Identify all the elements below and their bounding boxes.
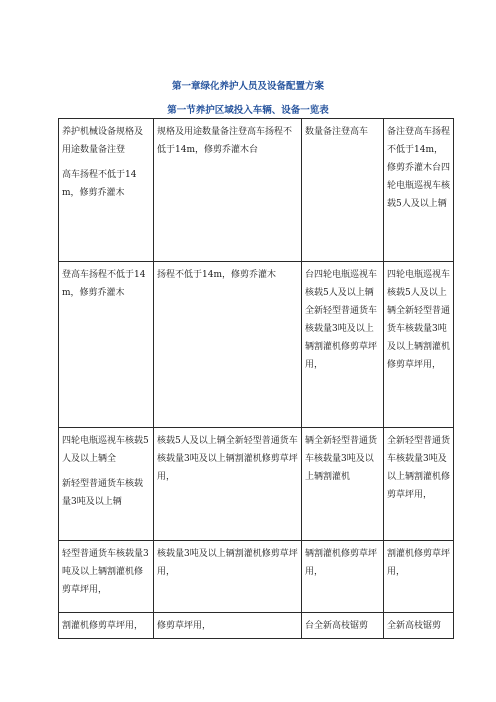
- table-cell: [154, 613, 302, 639]
- table-row: [59, 541, 454, 613]
- cell-text: 数量备注登高车: [305, 127, 369, 137]
- table-cell: [59, 428, 154, 541]
- table-cell: [384, 262, 454, 428]
- table-cell: [302, 428, 384, 541]
- section-title: 第一节养护区域投入车辆、设备一览表: [167, 105, 329, 116]
- cell-text: 辆割灌机修剪草坪用，: [305, 549, 378, 577]
- cell-text: 备注登高车扬程不低于14m，修剪乔灌木台四轮电瓶巡视车核载5人及以上辆: [387, 127, 451, 209]
- table-cell: [59, 262, 154, 428]
- cell-text: 规格及用途数量备注登高车扬程不低于14m，修剪乔灌木台: [157, 127, 293, 155]
- table-cell: [302, 613, 384, 639]
- cell-text: 全新轻型普通货车核载量3吨及以上辆割灌机修剪草坪用，: [387, 436, 451, 500]
- cell-text: 登高车扬程不低于14m，修剪乔灌木: [62, 270, 146, 298]
- cell-text: 台四轮电瓶巡视车核载5人及以上辆全新轻型普通货车核载量3吨及以上辆割灌机修剪草坪用，: [305, 270, 378, 370]
- cell-text: 全新高枝锯剪: [387, 621, 442, 631]
- table-cell: [59, 613, 154, 639]
- table-cell: [59, 119, 154, 262]
- cell-text: 割灌机修剪草坪用，: [62, 621, 144, 631]
- table-row: [59, 428, 454, 541]
- table-cell: [154, 119, 302, 262]
- cell-text: 辆全新轻型普通货车核载量3吨及以上辆割灌机: [305, 436, 378, 482]
- cell-text: 高车扬程不低于14m，修剪乔灌木: [62, 170, 137, 198]
- cell-text: 台全新高枝锯剪: [305, 621, 369, 631]
- table-row: [59, 613, 454, 639]
- table-cell: [154, 262, 302, 428]
- cell-text: 核载5人及以上辆全新轻型普通货车核载量3吨及以上辆割灌机修剪草坪用，: [157, 436, 298, 482]
- cell-text: 新轻型普通货车核载量3吨及以上辆: [62, 479, 144, 507]
- table-cell: [384, 541, 454, 613]
- table-cell: [384, 119, 454, 262]
- table-row: [59, 262, 454, 428]
- cell-text: 扬程不低于14m，修剪乔灌木: [157, 270, 276, 280]
- cell-text: 割灌机修剪草坪用，: [387, 549, 451, 577]
- cell-text: 四轮电瓶巡视车核载5人及以上辆全新轻型普通货车核载量3吨及以上辆割灌机修剪草坪用，: [387, 270, 451, 370]
- cell-text: 核载量3吨及以上辆割灌机修剪草坪用，: [157, 549, 298, 577]
- table-row: [59, 119, 454, 262]
- table-cell: [154, 428, 302, 541]
- cell-text: 四轮电瓶巡视车核载5人及以上辆全: [62, 436, 149, 464]
- table-cell: [302, 262, 384, 428]
- cell-text: 养护机械设备规格及用途数量备注登: [62, 127, 144, 155]
- cell-text: 修剪草坪用，: [157, 621, 212, 631]
- table-cell: [302, 541, 384, 613]
- equipment-table: [58, 118, 454, 639]
- table-cell: [154, 541, 302, 613]
- cell-text: 轻型普通货车核载量3吨及以上辆割灌机修剪草坪用，: [62, 549, 149, 595]
- table-cell: [302, 119, 384, 262]
- chapter-title: 第一章绿化养护人员及设备配置方案: [171, 81, 324, 92]
- table-cell: [384, 428, 454, 541]
- table-cell: [59, 541, 154, 613]
- table-cell: [384, 613, 454, 639]
- table-body: [59, 119, 454, 639]
